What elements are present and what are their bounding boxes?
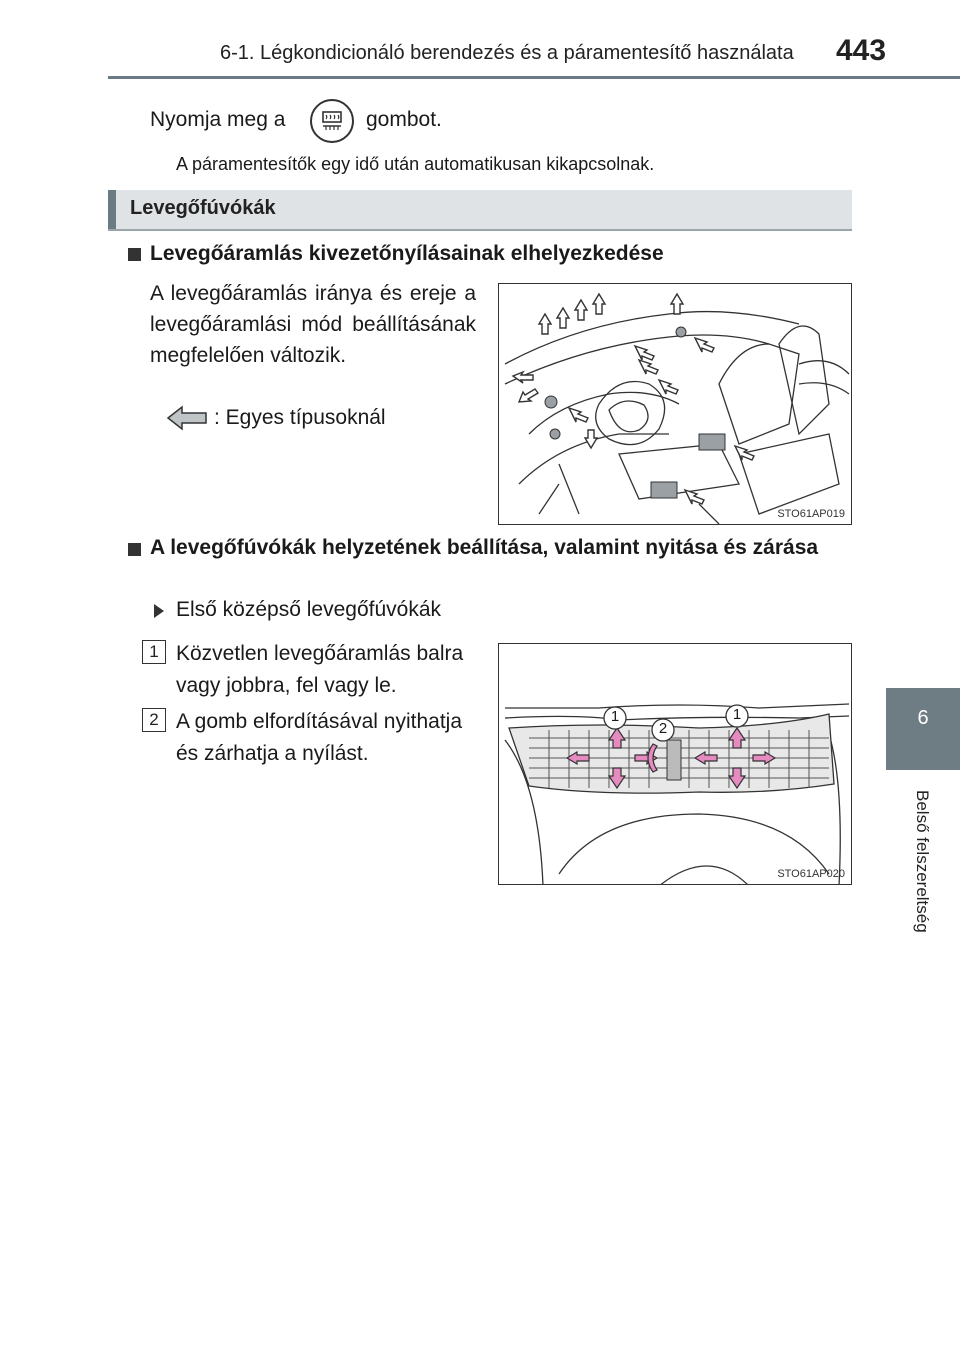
arrow-left-outline-icon — [166, 404, 208, 432]
running-header: 6-1. Légkondicionáló berendezés és a páramentesítő használata — [220, 42, 794, 64]
legend-text: : Egyes típusoknál — [214, 406, 386, 429]
section-accent — [108, 190, 116, 230]
airflow-description: A levegőáramlás iránya és ereje a levegőáramlási mód beállításának megfelelően változik. — [150, 282, 476, 367]
subsection-heading-outlet-location: Levegőáramlás kivezetőnyílásainak elhelyezkedése — [150, 242, 664, 265]
heading-square-icon — [128, 248, 141, 261]
cabin-vents-illustration — [498, 283, 852, 525]
auto-off-note: A páramentesítők egy idő után automatikusan kikapcsolnak. — [176, 154, 655, 174]
callout-label-2: 2 — [658, 720, 668, 737]
front-vents-illustration — [498, 643, 852, 885]
callout-label-1-left: 1 — [610, 708, 620, 725]
header-rule — [108, 76, 960, 79]
callout-label-1-right: 1 — [732, 706, 742, 723]
figure-code: STO61AP019 — [777, 508, 845, 520]
heading-square-icon — [128, 543, 141, 556]
step-text-1: Közvetlen levegőáramlás balra vagy jobbra, fel vagy le. — [176, 642, 464, 697]
front-center-vents-label: Első középső levegőfúvókák — [176, 598, 441, 621]
press-suffix: gombot. — [366, 108, 442, 131]
section-rule — [108, 229, 852, 231]
step-text-2: A gomb elfordításával nyithatja és zárhatja a nyílást. — [176, 710, 463, 765]
press-prefix: Nyomja meg a — [150, 108, 286, 131]
bullet-triangle-icon — [154, 604, 164, 618]
step-number-1: 1 — [142, 640, 166, 664]
page-number: 443 — [836, 34, 887, 67]
step-number-2: 2 — [142, 708, 166, 732]
figure-code: STO61AP020 — [777, 868, 845, 880]
rear-defogger-icon — [310, 99, 354, 143]
chapter-tab-label: Belső felszereltség — [913, 790, 932, 933]
section-title-bar — [108, 190, 852, 230]
chapter-tab: 6 — [886, 688, 960, 770]
subsection-heading-adjust-vents: A levegőfúvókák helyzetének beállítása, valamint nyitása és zárása — [150, 536, 819, 559]
section-title: Levegőfúvókák — [130, 197, 276, 219]
